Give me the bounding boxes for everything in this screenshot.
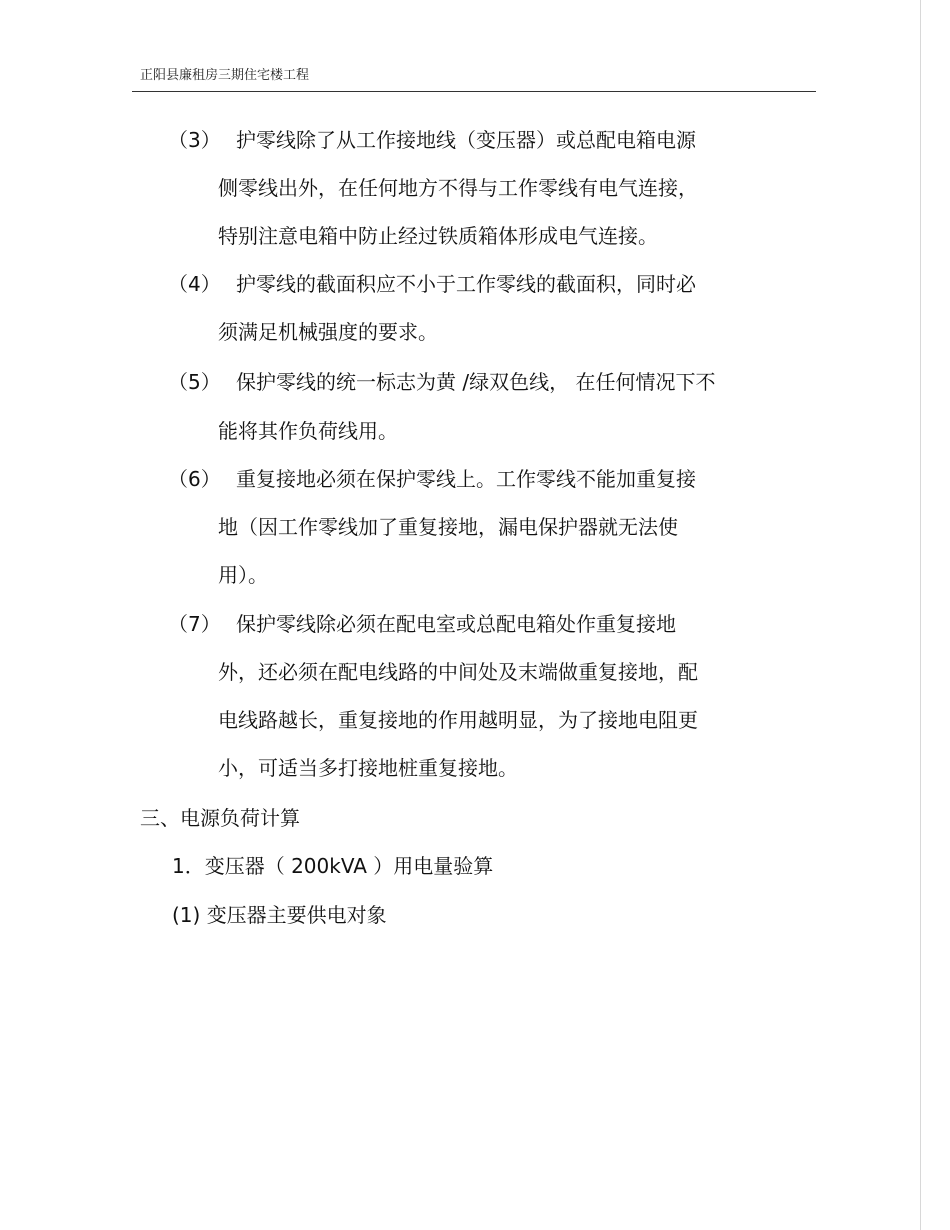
item-5-line-2: 能将其作负荷线用。 [218, 419, 398, 443]
item-7-line-2: 外，还必须在配电线路的中间处及末端做重复接地，配 [218, 660, 698, 684]
page-edge [920, 0, 921, 1230]
item-6-line-2: 地（因工作零线加了重复接地，漏电保护器就无法使 [218, 515, 678, 539]
item-7-line-4: 小，可适当多打接地桩重复接地。 [218, 756, 518, 780]
item-7-number: （7） [168, 612, 221, 636]
item-4-line-1: 护零线的截面积应不小于工作零线的截面积，同时必 [236, 272, 696, 296]
item-3-line-2: 侧零线出外，在任何地方不得与工作零线有电气连接， [218, 176, 698, 200]
item-3-line-3: 特别注意电箱中防止经过铁质箱体形成电气连接。 [218, 224, 658, 248]
item-5-number: （5） [168, 370, 221, 394]
section-heading: 三、电源负荷计算 [140, 806, 300, 830]
item-4-number: （4） [168, 272, 221, 296]
item-7-line-1: 保护零线除必须在配电室或总配电箱处作重复接地 [236, 612, 676, 636]
subsection-heading: 1．变压器（ 200kVA ）用电量验算 [172, 854, 494, 878]
item-6-line-1: 重复接地必须在保护零线上。工作零线不能加重复接 [236, 467, 696, 491]
item-3-number: （3） [168, 128, 221, 152]
item-6-line-3: 用）。 [218, 563, 268, 587]
header-divider [132, 91, 816, 92]
subitem-heading: (1) 变压器主要供电对象 [172, 903, 387, 927]
item-7-line-3: 电线路越长，重复接地的作用越明显，为了接地电阻更 [218, 708, 698, 732]
item-6-number: （6） [168, 467, 221, 491]
item-4-line-2: 须满足机械强度的要求。 [218, 320, 438, 344]
item-3-line-1: 护零线除了从工作接地线（变压器）或总配电箱电源 [236, 128, 696, 152]
page-header-title: 正阳县廉租房三期住宅楼工程 [140, 68, 310, 83]
item-5-line-1: 保护零线的统一标志为黄 /绿双色线， 在任何情况下不 [236, 370, 716, 394]
